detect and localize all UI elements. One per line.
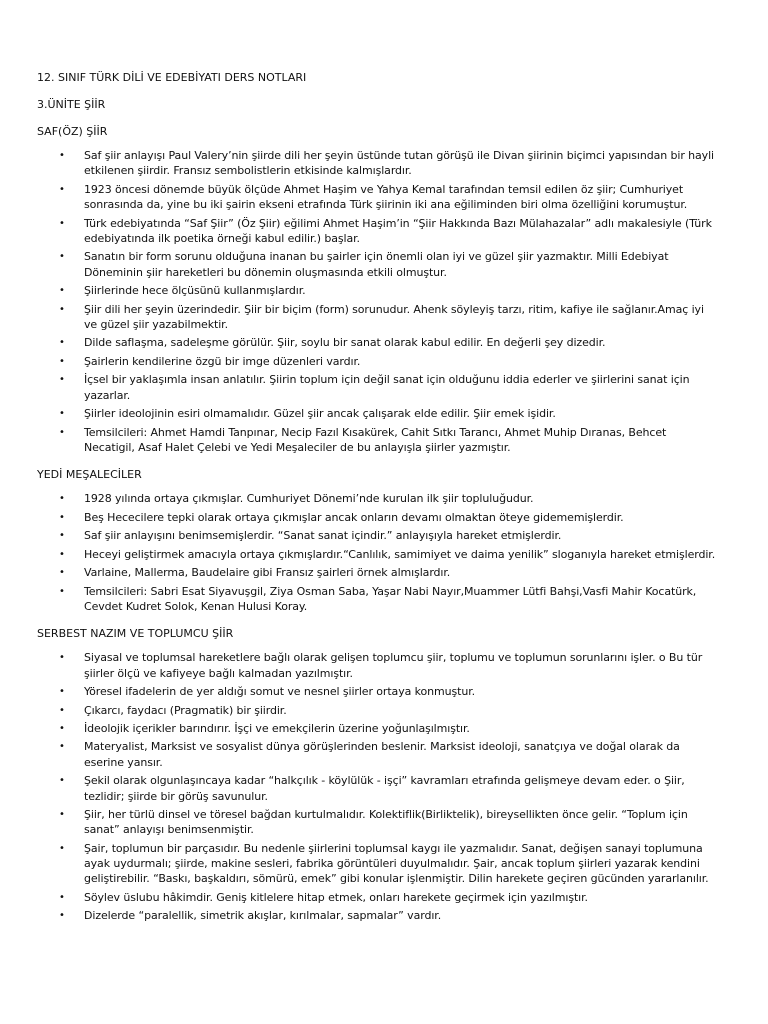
- list-item: [37, 406, 717, 421]
- section-heading: SERBEST NAZIM VE TOPLUMCU ŞİİR: [37, 627, 234, 641]
- list-item-text: Varlaine, Mallerma, Baudelaire gibi Fransız şairleri örnek almışlardır.: [84, 566, 451, 580]
- list-item-text: Söylev üslubu hâkimdir. Geniş kitlelere hitap etmek, onları harekete geçirmek için yazılmıştır.: [84, 890, 588, 904]
- bullet-icon: •: [59, 910, 65, 922]
- list-item: [37, 807, 717, 838]
- list-item: [37, 510, 717, 525]
- bullet-icon: •: [59, 493, 65, 505]
- bullet-icon: •: [59, 355, 65, 367]
- bullet-icon: •: [59, 548, 65, 560]
- bullet-icon: •: [59, 652, 65, 664]
- list-item: [37, 890, 717, 905]
- bullet-icon: •: [59, 285, 65, 297]
- list-item-text: Dilde saflaşma, sadeleşme görülür. Şiir, soylu bir sanat olarak kabul edilir. En değerli şey dizedir.: [84, 336, 606, 350]
- list-item-text: 1928 yılında ortaya çıkmışlar. Cumhuriyet Dönemi’nde kurulan ilk şiir topluluğudur.: [84, 492, 534, 506]
- bullet-list: [37, 148, 717, 455]
- document-page: [37, 60, 717, 927]
- bullet-icon: •: [59, 704, 65, 716]
- list-item: [37, 372, 717, 403]
- list-item-text: Siyasal ve toplumsal hareketlere bağlı olarak gelişen toplumcu şiir, toplumu ve toplumun sorunlarını işler. o Bu tür şiirler ölçü ve kafiyeye bağlı kalmadan yazılmıştır.: [84, 651, 703, 680]
- bullet-icon: •: [59, 530, 65, 542]
- bullet-icon: •: [59, 741, 65, 753]
- list-item: [37, 650, 717, 681]
- bullet-icon: •: [59, 303, 65, 315]
- list-item-text: Saf şiir anlayışı Paul Valery’nin şiirde dili her şeyin üstünde tutan görüşü ile Divan şiirinin biçimci yapısından bir hayli etkilenen şiirdir. Fransız sembolistlerin etkisinde kalmışlardır.: [84, 149, 714, 178]
- list-item-text: 1923 öncesi dönemde büyük ölçüde Ahmet Haşim ve Yahya Kemal tarafından temsil edilen öz şiir; Cumhuriyet sonrasında da, yine bu iki şairin ekseni etrafında Türk şiirinin iki ana eğiliminden biri olma özelliğini korumuştur.: [84, 182, 688, 212]
- list-item-text: Şekil olarak olgunlaşıncaya kadar “halkçılık - köylülük - işçi” kavramları etrafında gelişmeye devam eder. o Şiir, tezlidir; şiirde bir görüş savunulur.: [84, 774, 685, 803]
- list-item: [37, 528, 717, 543]
- list-item: [37, 216, 717, 247]
- list-item: [37, 302, 717, 333]
- list-item-text: Dizelerde “paralellik, simetrik akışlar, kırılmalar, sapmalar” vardır.: [84, 909, 442, 923]
- list-item: [37, 703, 717, 718]
- bullet-icon: •: [59, 408, 65, 420]
- bullet-icon: •: [59, 842, 65, 854]
- list-item-text: Şair, toplumun bir parçasıdır. Bu nedenle şiirlerini toplumsal kaygı ile yazmalıdır. Sanat, değişen sanayi toplumuna ayak uydurmalı; şiirde, makine sesleri, fabrika görüntüleri duyulmalıdır. Şair, ancak toplum şiirleri yazarak kendini geliştirebilir. “Baskı, başkaldırı, sömürü, emek” gibi konular işlenmiştir. Dilin harekete geçiren gücünden yararlanılır.: [84, 841, 709, 886]
- list-item-text: İçsel bir yaklaşımla insan anlatılır. Şiirin toplum için değil sanat için olduğunu iddia ederler ve şiirlerini sanat için yazarlar.: [84, 373, 690, 402]
- list-item-text: Beş Hececilere tepki olarak ortaya çıkmışlar ancak onların devamı olmaktan öteye gidememişlerdir.: [84, 510, 624, 524]
- bullet-list: [37, 491, 717, 614]
- list-item: [37, 182, 717, 213]
- list-item-text: Türk edebiyatında “Saf Şiir” (Öz Şiir) eğilimi Ahmet Haşim’in “Şiir Hakkında Bazı Mülahazalar” adlı makalesiyle (Türk edebiyatında ilk poetika örneği kabul edilir.) başlar.: [84, 216, 712, 245]
- section-heading: SAF(ÖZ) ŞİİR: [37, 125, 108, 138]
- list-item: [37, 335, 717, 350]
- list-item-text: Yöresel ifadelerin de yer aldığı somut ve nesnel şiirler ortaya konmuştur.: [84, 685, 476, 699]
- list-item-text: Şiir dili her şeyin üzerindedir. Şiir bir biçim (form) sorunudur. Ahenk söyleyiş tarzı, ritim, kafiye ile sağlanır.Amaç iyi ve güzel şiir yazabilmektir.: [84, 302, 704, 331]
- section-serbest-nazim: [37, 626, 717, 923]
- bullet-list: [37, 650, 717, 923]
- bullet-icon: •: [59, 217, 65, 229]
- list-item: [37, 584, 717, 615]
- bullet-icon: •: [59, 183, 65, 195]
- bullet-icon: •: [59, 251, 65, 263]
- section-saf-siir: [37, 124, 717, 455]
- list-item-text: Materyalist, Marksist ve sosyalist dünya görüşlerinden beslenir. Marksist ideoloji, sanatçıya ve doğal olarak da eserine yansır.: [84, 740, 680, 769]
- unit-title: 3.ÜNİTE ŞİİR: [37, 98, 106, 111]
- bullet-icon: •: [59, 511, 65, 523]
- list-item: [37, 773, 717, 804]
- list-item: [37, 148, 717, 179]
- list-item: [37, 841, 717, 887]
- list-item: [37, 684, 717, 699]
- list-item-text: Sanatın bir form sorunu olduğuna inanan bu şairler için önemli olan iyi ve güzel şiir yazmaktır. Milli Edebiyat Döneminin şiir hareketleri bu dönemin oluşmasında etkili olmuştur.: [84, 250, 669, 279]
- bullet-icon: •: [59, 426, 65, 438]
- bullet-icon: •: [59, 337, 65, 349]
- section-heading: YEDİ MEŞALECİLER: [37, 468, 142, 482]
- list-item: [37, 547, 717, 562]
- bullet-icon: •: [59, 809, 65, 821]
- bullet-icon: •: [59, 585, 65, 597]
- bullet-icon: •: [59, 686, 65, 698]
- list-item-text: Çıkarcı, faydacı (Pragmatik) bir şiirdir.: [84, 703, 287, 717]
- list-item-text: Şairlerin kendilerine özgü bir imge düzenleri vardır.: [84, 354, 361, 368]
- bullet-icon: •: [59, 775, 65, 787]
- list-item-text: Şiirler ideolojinin esiri olmamalıdır. Güzel şiir ancak çalışarak elde edilir. Şiir emek işidir.: [84, 407, 556, 421]
- list-item: [37, 739, 717, 770]
- list-item: [37, 565, 717, 580]
- list-item-text: Temsilcileri: Ahmet Hamdi Tanpınar, Necip Fazıl Kısakürek, Cahit Sıtkı Tarancı, Ahmet Muhip Dıranas, Behcet Necatigil, Asaf Halet Çelebi ve Yedi Meşaleciler de bu anlayışla şiirler yazmıştır.: [84, 425, 667, 454]
- list-item: [37, 908, 717, 923]
- bullet-icon: •: [59, 150, 65, 161]
- bullet-icon: •: [59, 374, 65, 386]
- list-item: [37, 354, 717, 369]
- bullet-icon: •: [59, 891, 65, 903]
- list-item-text: Heceyi geliştirmek amacıyla ortaya çıkmışlardır.“Canlılık, samimiyet ve daima yenilik” sloganıyla hareket etmişlerdir.: [84, 547, 716, 561]
- bullet-icon: •: [59, 567, 65, 579]
- list-item: [37, 283, 717, 298]
- document-title: 12. SINIF TÜRK DİLİ VE EDEBİYATI DERS NOTLARI: [37, 71, 307, 84]
- section-yedi-mesaleciler: [37, 467, 717, 614]
- bullet-icon: •: [59, 722, 65, 734]
- list-item-text: Saf şiir anlayışını benimsemişlerdir. “Sanat sanat içindir.” anlayışıyla hareket etmişlerdir.: [84, 529, 562, 543]
- list-item-text: Temsilcileri: Sabri Esat Siyavuşgil, Ziya Osman Saba, Yaşar Nabi Nayır,Muammer Lütfi Bahşi,Vasfi Mahir Kocatürk, Cevdet Kudret Solok, Kenan Hulusi Koray.: [84, 584, 697, 613]
- list-item-text: Şiirlerinde hece ölçüsünü kullanmışlardır.: [84, 284, 306, 298]
- list-item: [37, 721, 717, 736]
- list-item: [37, 425, 717, 456]
- list-item: [37, 249, 717, 280]
- list-item: [37, 491, 717, 506]
- list-item-text: İdeolojik içerikler barındırır. İşçi ve emekçilerin üzerine yoğunlaşılmıştır.: [84, 721, 470, 735]
- list-item-text: Şiir, her türlü dinsel ve töresel bağdan kurtulmalıdır. Kolektiflik(Birliktelik), bireysellikten önce gelir. “Toplum için sanat” anlayışı benimsenmiştir.: [84, 808, 688, 837]
